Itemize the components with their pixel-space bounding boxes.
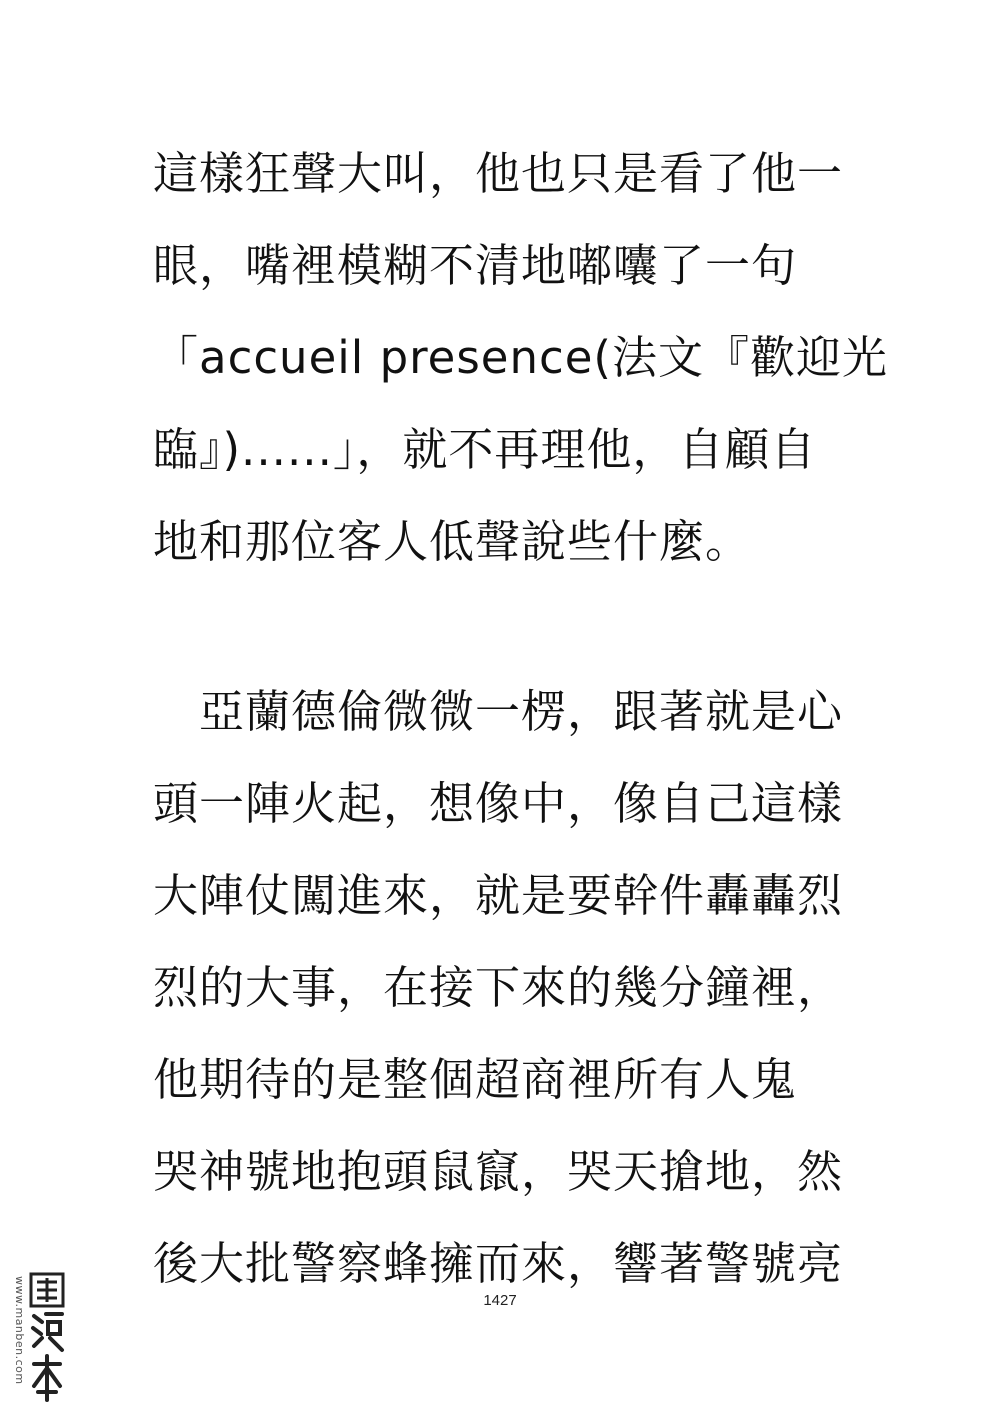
paragraph-2 xyxy=(153,666,853,1310)
text-line: 眼，嘴裡模糊不清地嘟囔了一句 xyxy=(153,239,798,292)
text-line: 頭一陣火起，想像中，像自己這樣 xyxy=(153,777,844,830)
text-line: 臨』)......」，就不再理他，自顧自 xyxy=(153,423,817,476)
text-line: 地和那位客人低聲說些什麼。 xyxy=(153,515,752,568)
paragraph-1 xyxy=(153,128,888,588)
page-number: 1427 xyxy=(483,1292,517,1309)
text-line: 大陣仗闖進來，就是要幹件轟轟烈 xyxy=(153,869,844,922)
watermark-url: www.manben.com xyxy=(13,1276,26,1385)
watermark-logo-icon xyxy=(28,1272,66,1404)
text-line: 「accueil presence(法文『歡迎光 xyxy=(153,331,888,384)
text-line: 他期待的是整個超商裡所有人鬼 xyxy=(153,1053,798,1106)
text-line: 烈的大事，在接下來的幾分鐘裡， xyxy=(153,961,844,1014)
text-line: 哭神號地抱頭鼠竄，哭天搶地，然 xyxy=(153,1145,844,1198)
text-line: 亞蘭德倫微微一楞，跟著就是心 xyxy=(153,685,844,738)
body-text xyxy=(153,128,888,1310)
watermark xyxy=(6,1272,66,1404)
paragraph-gap xyxy=(153,588,853,666)
text-line: 這樣狂聲大叫，他也只是看了他一 xyxy=(153,147,844,200)
text-line: 後大批警察蜂擁而來，響著警號亮 xyxy=(153,1237,844,1290)
